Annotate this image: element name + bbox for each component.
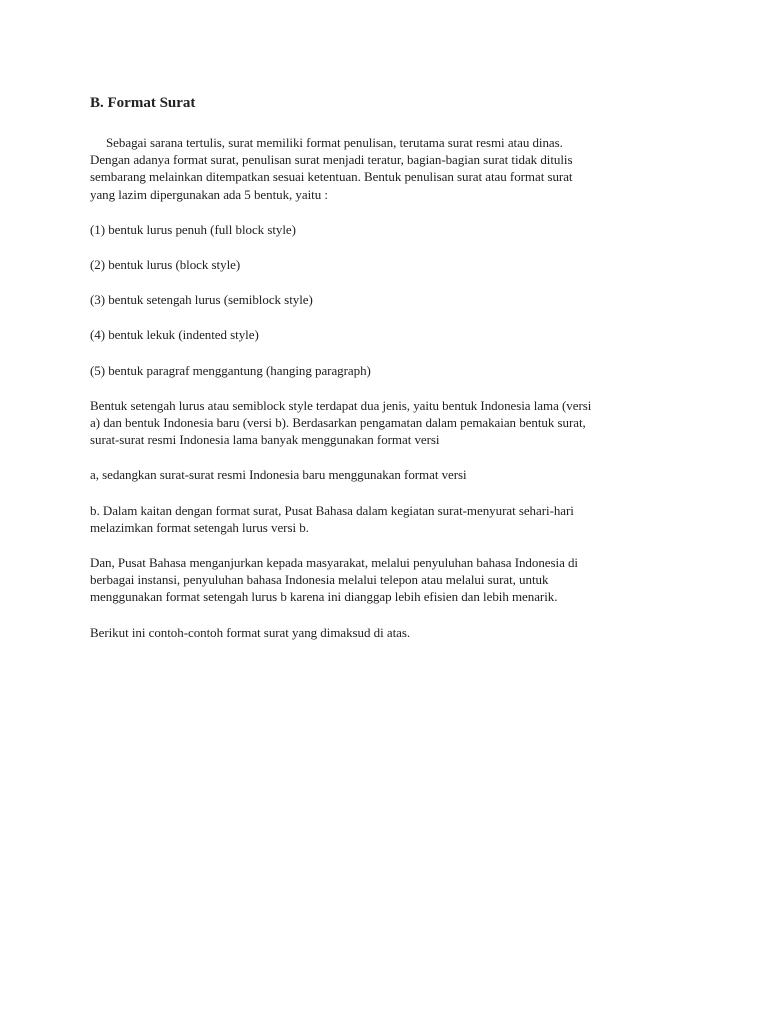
paragraph-line: (1) bentuk lurus penuh (full block style) — [90, 221, 296, 237]
semiblock-paragraph — [90, 397, 690, 449]
paragraph-line: Sebagai sarana tertulis, surat memiliki format penulisan, terutama surat resmi atau dinas. — [106, 135, 563, 150]
list-item-indented — [90, 326, 690, 343]
paragraph-line: menggunakan format setengah lurus b karena ini dianggap lebih efisien dan lebih menarik. — [90, 589, 558, 605]
paragraph-line: (4) bentuk lekuk (indented style) — [90, 327, 259, 343]
recommendation-paragraph — [90, 554, 690, 606]
paragraph-line: berbagai instansi, penyuluhan bahasa Indonesia melalui telepon atau melalui surat, untuk — [90, 572, 549, 588]
paragraph-line: Bentuk setengah lurus atau semiblock style terdapat dua jenis, yaitu bentuk Indonesia lama (versi — [90, 397, 592, 413]
version-a-paragraph — [90, 466, 690, 483]
list-item-semiblock — [90, 291, 690, 308]
version-b-paragraph — [90, 502, 690, 536]
paragraph-line: Dan, Pusat Bahasa menganjurkan kepada masyarakat, melalui penyuluhan bahasa Indonesia di — [90, 555, 578, 571]
paragraph-line: Dengan adanya format surat, penulisan surat menjadi teratur, bagian-bagian surat tidak ditulis — [90, 152, 573, 168]
list-item-hanging — [90, 362, 690, 379]
paragraph-line: a, sedangkan surat-surat resmi Indonesia baru menggunakan format versi — [90, 467, 467, 483]
paragraph-line: a) dan bentuk Indonesia baru (versi b). Berdasarkan pengamatan dalam pemakaian bentuk surat, — [90, 415, 586, 431]
intro-paragraph — [90, 134, 690, 203]
paragraph-line: (2) bentuk lurus (block style) — [90, 257, 241, 273]
paragraph-line: sembarang melainkan ditempatkan sesuai ketentuan. Bentuk penulisan surat atau format surat — [90, 169, 573, 185]
list-item-block — [90, 256, 690, 273]
paragraph-line: b. Dalam kaitan dengan format surat, Pusat Bahasa dalam kegiatan surat-menyurat sehari-hari — [90, 502, 574, 518]
document-body — [90, 93, 690, 659]
closing-paragraph — [90, 624, 690, 641]
paragraph-line: Berikut ini contoh-contoh format surat yang dimaksud di atas. — [90, 624, 411, 640]
paragraph-line: (3) bentuk setengah lurus (semiblock style) — [90, 292, 313, 308]
paragraph-line: surat-surat resmi Indonesia lama banyak menggunakan format versi — [90, 432, 440, 448]
paragraph-line: melazimkan format setengah lurus versi b. — [90, 519, 309, 535]
list-item-full-block — [90, 221, 690, 238]
paragraph-line: yang lazim dipergunakan ada 5 bentuk, yaitu : — [90, 186, 328, 202]
paragraph-line: (5) bentuk paragraf menggantung (hanging paragraph) — [90, 362, 371, 378]
section-heading: B. Format Surat — [90, 95, 196, 111]
